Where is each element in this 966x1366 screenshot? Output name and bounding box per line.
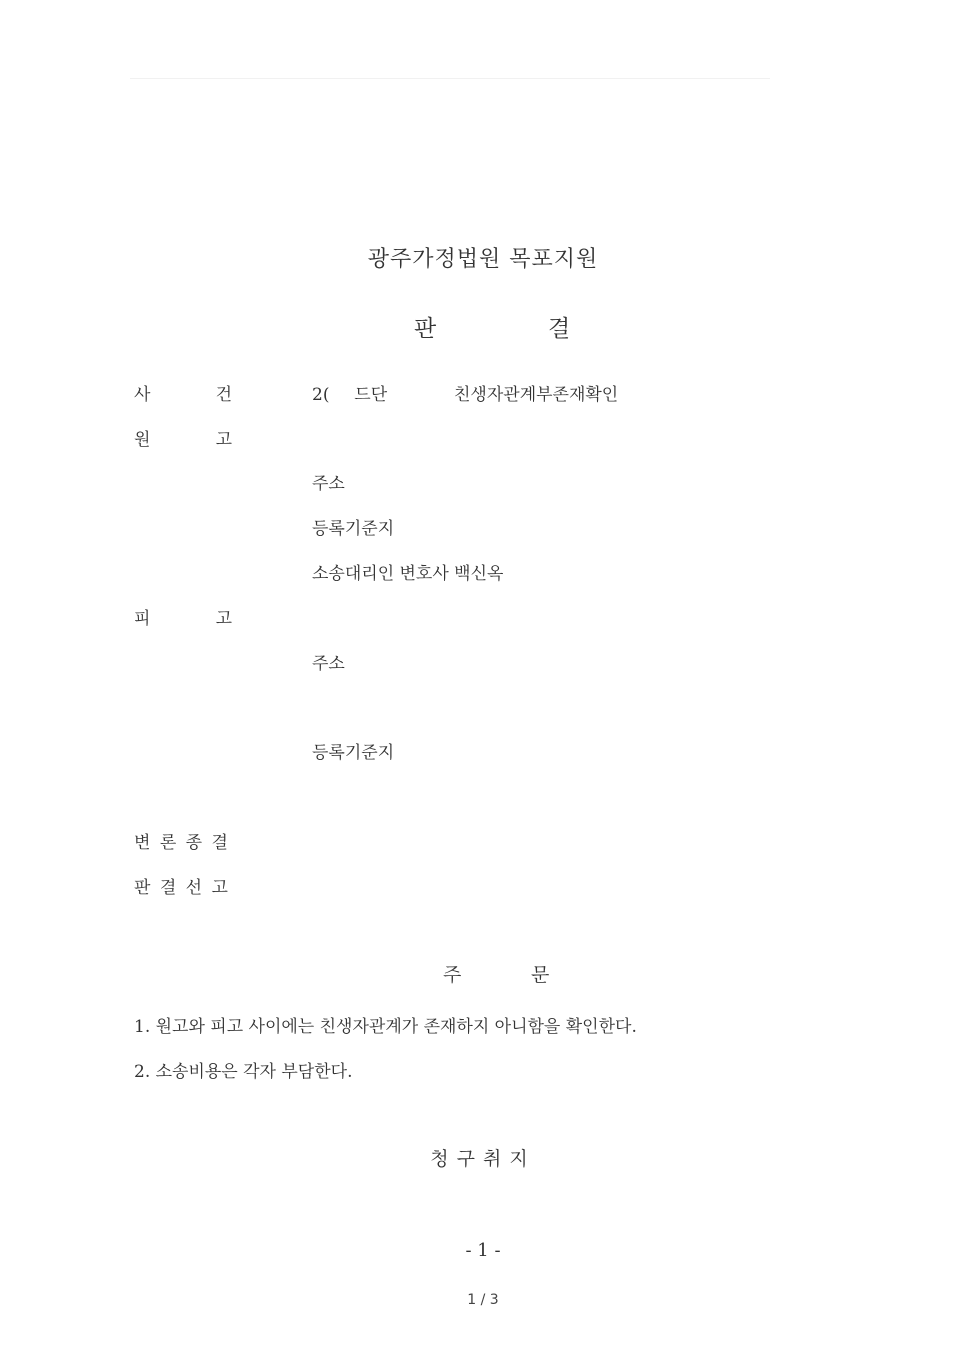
order-heading-right: 문 bbox=[531, 964, 550, 986]
case-name: 친생자관계부존재확인 bbox=[454, 385, 619, 405]
case-label bbox=[134, 380, 232, 405]
judgment-date-label: 판 결 선 고 bbox=[134, 878, 230, 898]
plaintiff-address-label: 주소 bbox=[312, 474, 345, 494]
claim-heading: 청구취지 bbox=[430, 1148, 536, 1170]
page-number: - 1 - bbox=[465, 1240, 501, 1261]
scan-artifact-line bbox=[130, 78, 770, 79]
defendant-registry-label: 등록기준지 bbox=[312, 743, 395, 763]
closing-argument-label: 변 론 종 결 bbox=[134, 833, 230, 853]
plaintiff-counsel: 소송대리인 변호사 백신옥 bbox=[312, 564, 504, 584]
defendant-label-right: 고 bbox=[215, 609, 232, 629]
document-title-right: 결 bbox=[548, 316, 571, 342]
case-number-suffix: 드단 bbox=[354, 385, 388, 405]
order-item-1: 1. 원고와 피고 사이에는 친생자관계가 존재하지 아니함을 확인한다. bbox=[134, 1017, 637, 1037]
plaintiff-registry-label: 등록기준지 bbox=[312, 519, 395, 539]
plaintiff-label bbox=[134, 425, 232, 450]
court-name: 광주가정법원 목포지원 bbox=[367, 247, 599, 272]
case-number bbox=[312, 380, 387, 405]
document-title-left: 판 bbox=[414, 316, 437, 342]
case-label-left: 사 bbox=[134, 385, 151, 405]
case-label-right: 건 bbox=[215, 385, 232, 405]
order-heading-left: 주 bbox=[443, 964, 462, 986]
plaintiff-label-left: 원 bbox=[134, 430, 151, 450]
plaintiff-label-right: 고 bbox=[215, 430, 232, 450]
defendant-address-label: 주소 bbox=[312, 654, 345, 674]
page-count: 1 / 3 bbox=[467, 1292, 499, 1308]
case-number-prefix: 2( bbox=[312, 385, 330, 405]
defendant-label-left: 피 bbox=[134, 609, 151, 629]
defendant-label bbox=[134, 604, 232, 629]
order-item-2: 2. 소송비용은 각자 부담한다. bbox=[134, 1062, 353, 1082]
